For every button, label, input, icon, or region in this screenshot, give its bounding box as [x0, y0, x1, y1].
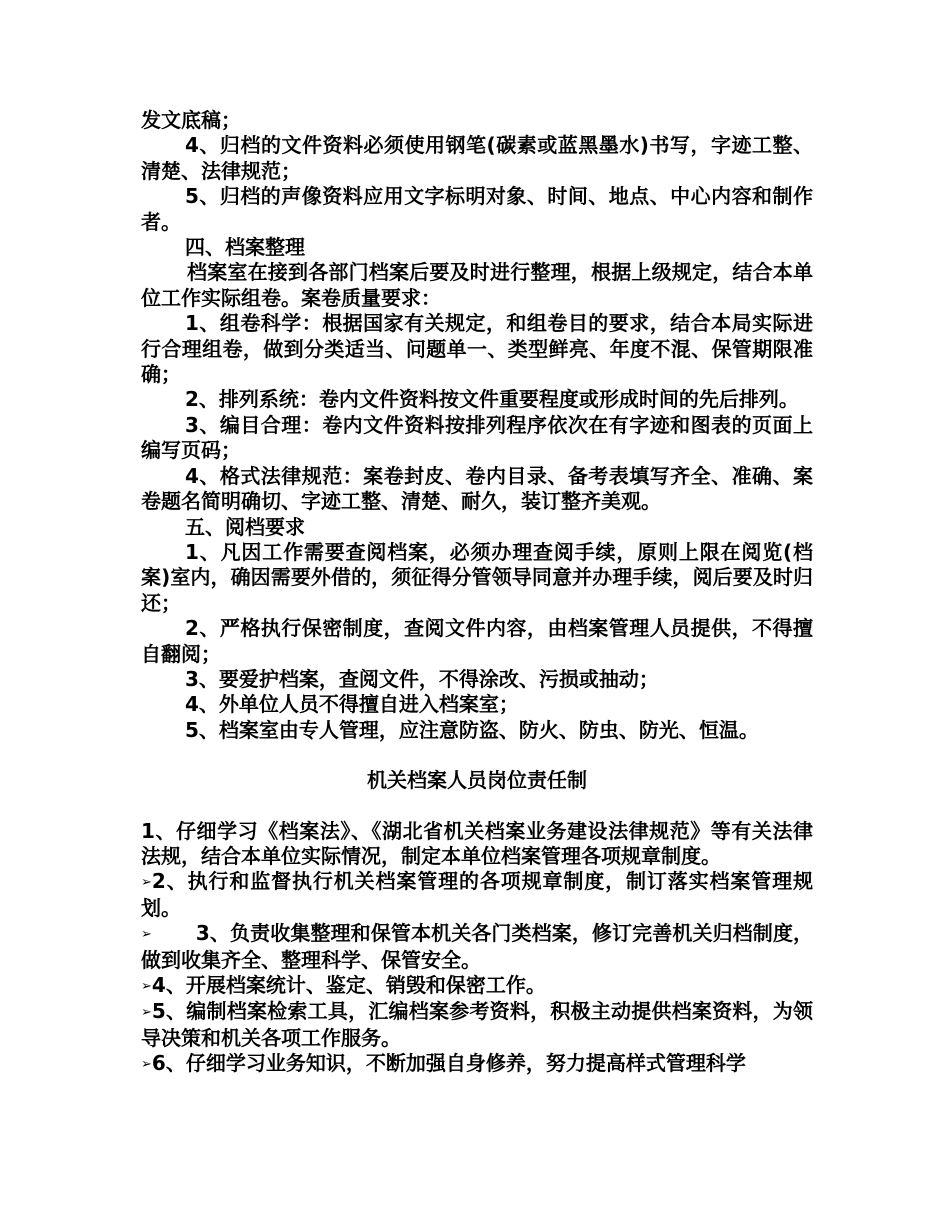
paragraph-item: 4、归档的文件资料必须使用钢笔(碳素或蓝黑墨水)书写，字迹工整、清楚、法律规范；: [141, 133, 813, 183]
duty-item-text: 6、仔细学习业务知识，不断加强自身修养，努力提高样式管理科学: [151, 1051, 746, 1076]
section-intro: 档案室在接到各部门档案后要及时进行整理，根据上级规定，结合本单位工作实际组卷。案卷质量要求：: [141, 260, 813, 310]
arrow-bullet-icon: ➢: [141, 979, 152, 994]
arrow-bullet-icon: ➢: [141, 1057, 152, 1073]
list-item: 4、格式法律规范：案卷封皮、卷内目录、备考表填写齐全、准确、案卷题名简明确切、字迹工整、清楚、耐久，装订整齐美观。: [141, 463, 813, 514]
duty-item-text: 1、仔细学习《档案法》、《湖北省机关档案业务建设法律规范》等有关法律法规，结合本单位实际情况，制定本单位档案管理各项规章制度。: [141, 818, 813, 868]
list-item: 2、严格执行保密制度，查阅文件内容，由档案管理人员提供，不得擅自翻阅；: [141, 616, 813, 666]
duty-item-text: 5、编制档案检索工具，汇编档案参考资料，积极主动提供档案资料，为领导决策和机关各项工作服务。: [141, 999, 813, 1050]
arrow-bullet-icon: ➢: [141, 927, 152, 943]
list-item: 1、组卷科学：根据国家有关规定，和组卷目的要求，结合本局实际进行合理组卷，做到分类适当、问题单一、类型鲜亮、年度不混、保管期限准确；: [141, 311, 813, 387]
list-item: 1、凡因工作需要查阅档案，必须办理查阅手续，原则上限在阅览(档案)室内，确因需要外借的，须征得分管领导同意并办理手续，阅后要及时归还；: [141, 539, 813, 615]
section-heading: 四、档案整理: [185, 235, 305, 260]
duty-item-text: 4、开展档案统计、鉴定、销毁和保密工作。: [151, 973, 546, 997]
list-item: 3、要爱护档案，查阅文件，不得涂改、污损或抽动；: [185, 666, 659, 691]
document-page: [141, 108, 813, 1078]
list-item: 3、编目合理：卷内文件资料按排列程序依次在有字迹和图表的页面上编写页码；: [141, 412, 813, 463]
document-title: 机关档案人员岗位责任制: [367, 768, 587, 793]
arrow-bullet-icon: ➢: [141, 1005, 152, 1021]
paragraph-continued: 发文底稿；: [141, 108, 241, 132]
duty-item-text: 3、负责收集整理和保管本机关各门类档案，修订完善机关归档制度，做到收集齐全、整理科学、保管安全。: [141, 921, 813, 972]
arrow-bullet-icon: ➢: [141, 875, 152, 891]
duty-item: [141, 819, 813, 870]
duty-item: [141, 921, 813, 973]
duty-item: [141, 869, 813, 921]
paragraph-item: 5、归档的声像资料应用文字标明对象、时间、地点、中心内容和制作者。: [141, 184, 813, 234]
duty-item: [141, 999, 813, 1051]
list-item: 2、排列系统：卷内文件资料按文件重要程度或形成时间的先后排列。: [185, 387, 799, 412]
section-heading: 五、阅档要求: [185, 514, 305, 539]
list-item: 4、外单位人员不得擅自进入档案室；: [185, 692, 519, 717]
duty-item-text: 2、执行和监督执行机关档案管理的各项规章制度，制订落实档案管理规划。: [141, 869, 813, 920]
duty-item: [141, 1051, 813, 1077]
list-item: 5、档案室由专人管理，应注意防盗、防火、防虫、防光、恒温。: [185, 717, 759, 742]
duty-item: [141, 973, 813, 999]
